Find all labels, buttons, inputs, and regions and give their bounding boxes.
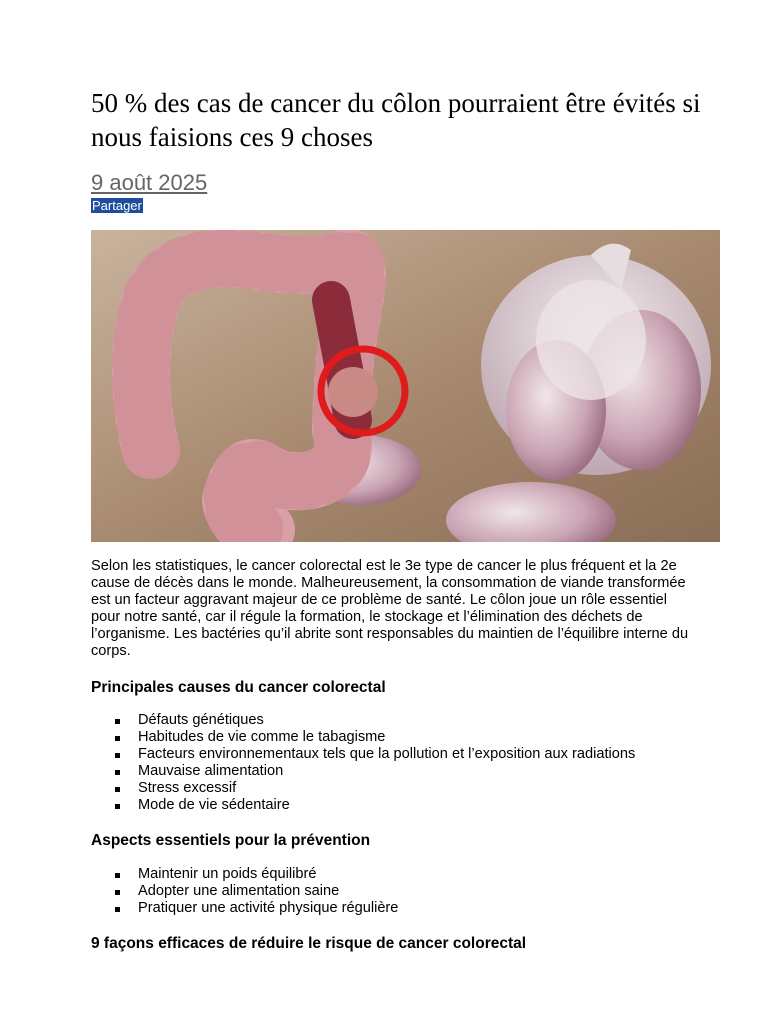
list-item (91, 729, 711, 746)
list-item-text: Stress excessif (138, 780, 237, 796)
list-item-text: Facteurs environnementaux tels que la pollution et l’exposition aux radiations (138, 746, 636, 762)
hero-image (91, 230, 720, 542)
list-item-text: Mode de vie sédentaire (138, 797, 290, 813)
list-item-text: Habitudes de vie comme le tabagisme (138, 729, 386, 745)
colon-garlic-illustration (91, 230, 720, 542)
article-title: 50 % des cas de cancer du côlon pourraient être évités si nous faisions ces 9 choses (91, 88, 701, 152)
square-bullet-icon (115, 890, 120, 895)
square-bullet-icon (115, 753, 120, 758)
square-bullet-icon (115, 907, 120, 912)
square-bullet-icon (115, 719, 120, 724)
list-item (91, 763, 711, 780)
square-bullet-icon (115, 736, 120, 741)
list-item (91, 712, 711, 729)
list-item-text: Adopter une alimentation saine (138, 883, 340, 899)
square-bullet-icon (115, 804, 120, 809)
causes-heading: Principales causes du cancer colorectal (91, 679, 386, 696)
list-item-text: Pratiquer une activité physique régulière (138, 900, 399, 916)
square-bullet-icon (115, 873, 120, 878)
list-item-text: Mauvaise alimentation (138, 763, 284, 779)
prevention-heading: Aspects essentiels pour la prévention (91, 832, 371, 849)
list-item (91, 746, 711, 763)
list-item (91, 780, 711, 797)
article-date-link[interactable]: 9 août 2025 (91, 170, 208, 195)
list-item (91, 797, 711, 814)
list-item (91, 883, 711, 900)
list-item (91, 900, 711, 917)
causes-list (91, 712, 711, 814)
square-bullet-icon (115, 770, 120, 775)
ways-heading: 9 façons efficaces de réduire le risque de cancer colorectal (91, 935, 527, 952)
tumor (328, 367, 378, 417)
share-button[interactable]: Partager (92, 198, 142, 213)
intro-paragraph: Selon les statistiques, le cancer colorectal est le 3e type de cancer le plus fréquent et la 2e cause de décès dans le monde. Malheureusement, la consommation de viande transformée est un facteur aggravant majeur de ce problème de santé. Le côlon joue un rôle essentiel pour notre santé, car il régule la formation, le stockage et l’élimination des déchets de l’organisme. Les bactéries qu’il abrite sont responsables du maintien de l’équilibre interne du corps. (91, 558, 689, 659)
list-item-text: Défauts génétiques (138, 712, 264, 728)
list-item-text: Maintenir un poids équilibré (138, 866, 317, 882)
square-bullet-icon (115, 787, 120, 792)
prevention-list (91, 866, 711, 917)
list-item (91, 866, 711, 883)
